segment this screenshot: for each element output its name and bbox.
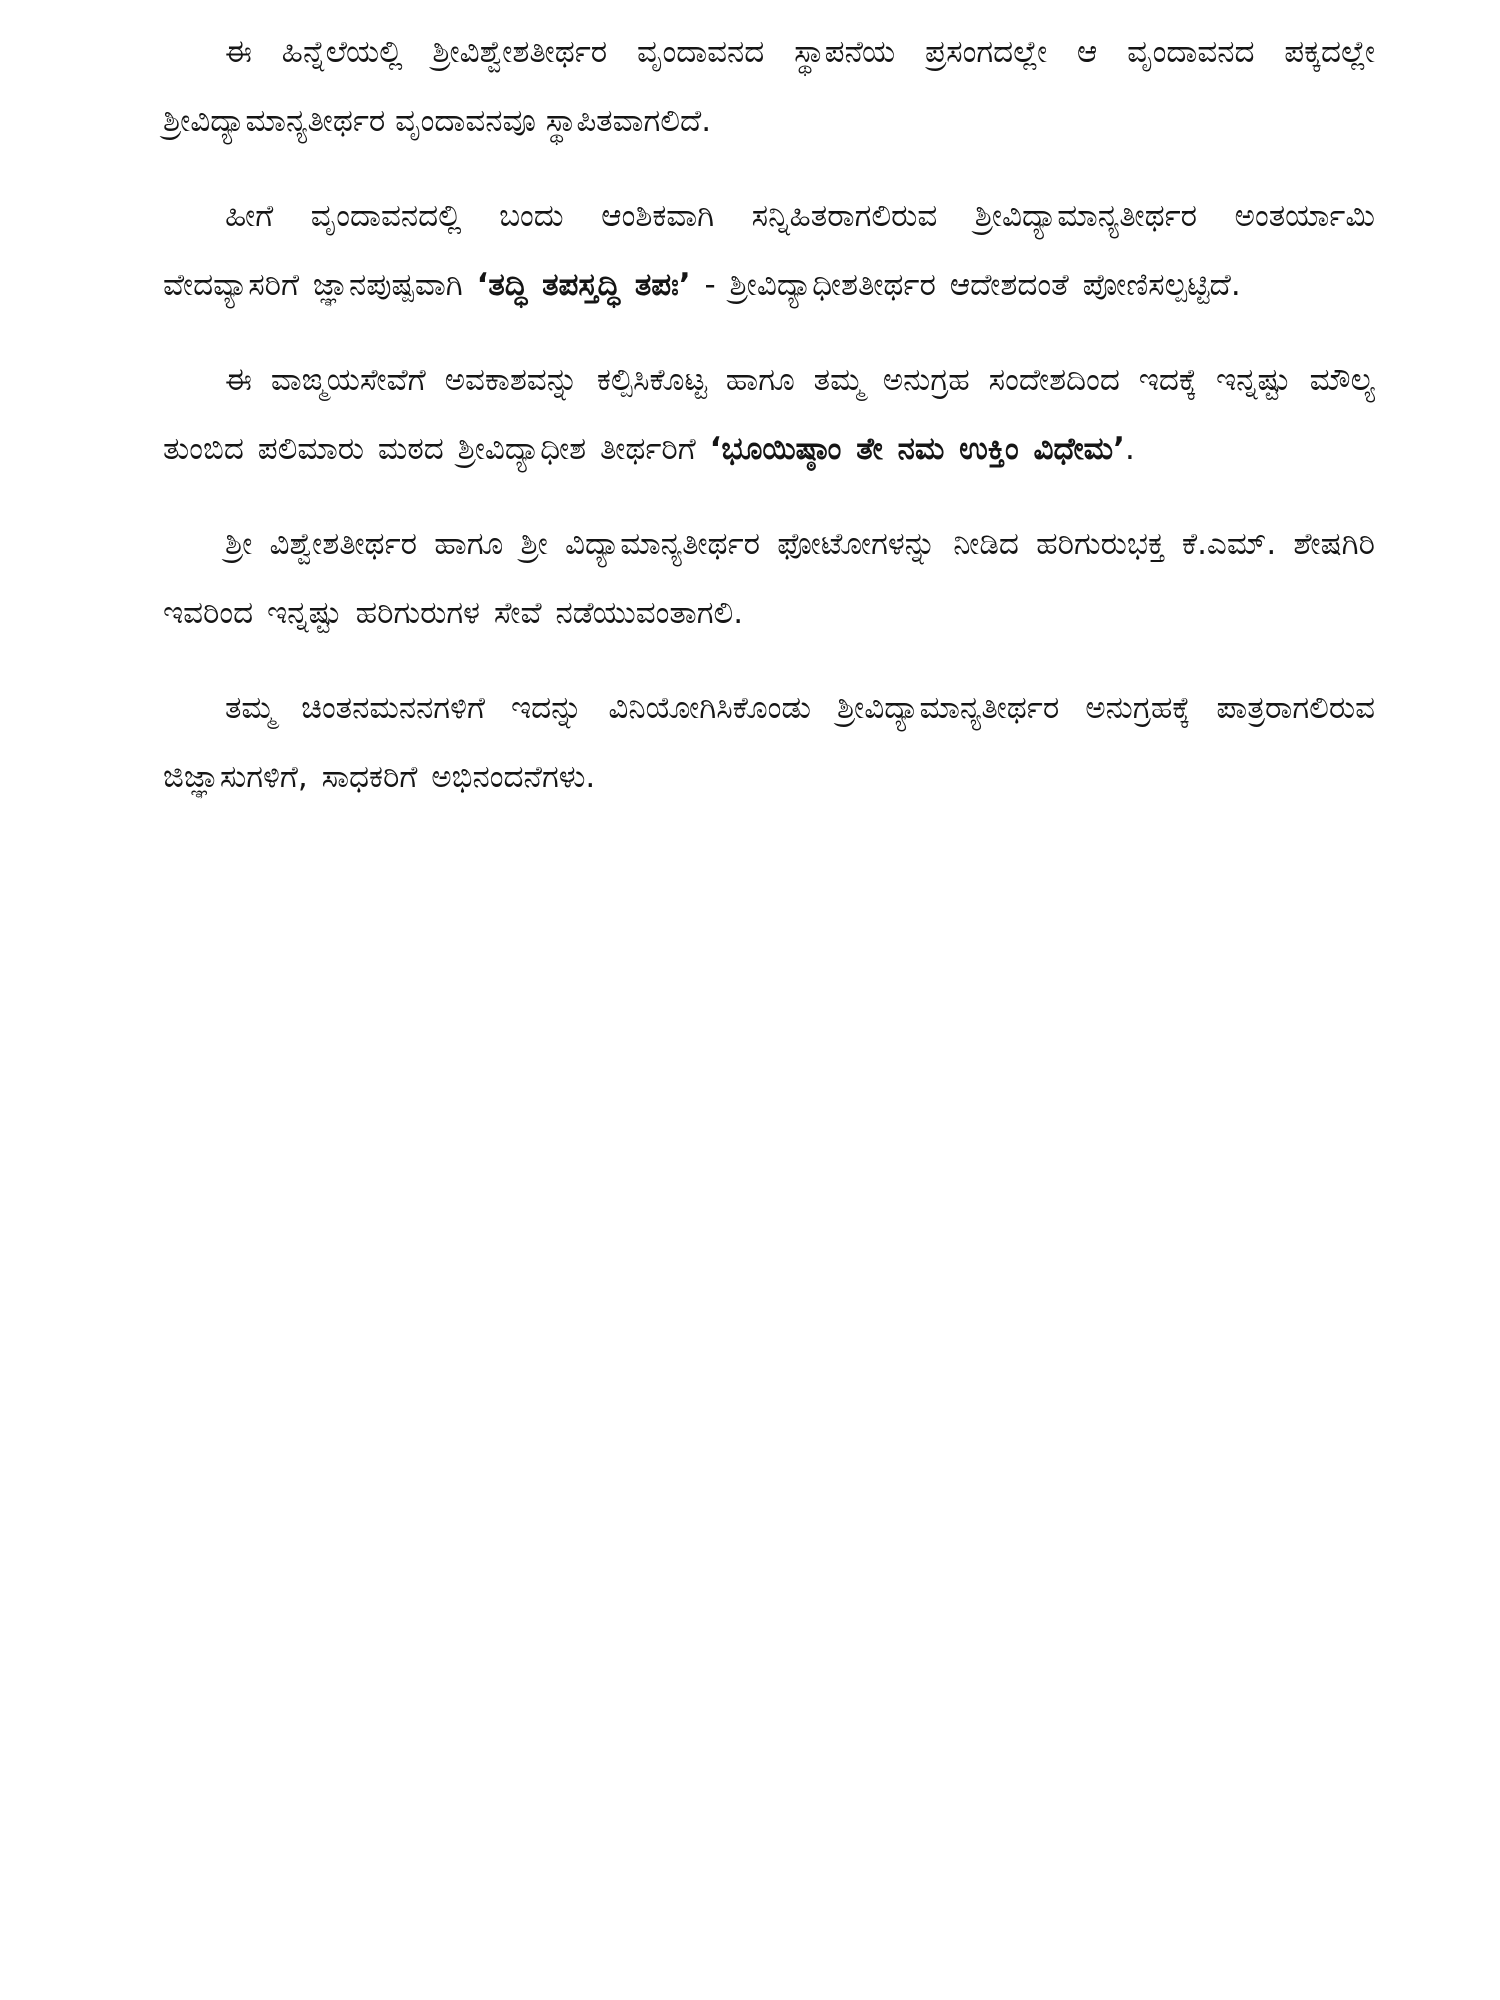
paragraph-2-text-after: - ಶ್ರೀವಿದ್ಯಾಧೀಶತೀರ್ಥರ ಆದೇಶದಂತೆ ಪೋಣಿಸಲ್ಪಟ್ಟಿದೆ. [690, 267, 1241, 303]
paragraph-3 [163, 346, 1375, 484]
paragraph-3-bold-quote: ‘ಭೂಯಿಷ್ಠಾಂ ತೇ ನಮ ಉಕ್ತಿಂ ವಿಧೇಮ’ [709, 431, 1125, 467]
paragraph-4-text: ಶ್ರೀ ವಿಶ್ವೇಶತೀರ್ಥರ ಹಾಗೂ ಶ್ರೀ ವಿದ್ಯಾಮಾನ್ಯತೀರ್ಥರ ಫೋಟೋಗಳನ್ನು ನೀಡಿದ ಹರಿಗುರುಭಕ್ತ ಕೆ.ಎಮ್. ಶೇಷಗಿರಿ ಇವರಿಂದ ಇನ್ನಷ್ಟು ಹರಿಗುರುಗಳ ಸೇವೆ ನಡೆಯುವಂತಾಗಲಿ. [163, 526, 1375, 631]
document-body [163, 18, 1375, 838]
paragraph-5 [163, 674, 1375, 812]
paragraph-2-bold-quote: ‘ತದ್ಧಿ ತಪಸ್ತದ್ಧಿ ತಪಃ’ [476, 267, 691, 303]
paragraph-5-text: ತಮ್ಮ ಚಿಂತನಮನನಗಳಿಗೆ ಇದನ್ನು ವಿನಿಯೋಗಿಸಿಕೊಂಡು ಶ್ರೀವಿದ್ಯಾಮಾನ್ಯತೀರ್ಥರ ಅನುಗ್ರಹಕ್ಕೆ ಪಾತ್ರರಾಗಲಿರುವ ಜಿಜ್ಞಾಸುಗಳಿಗೆ, ಸಾಧಕರಿಗೆ ಅಭಿನಂದನೆಗಳು. [163, 690, 1375, 795]
paragraph-1-text: ಈ ಹಿನ್ನೆಲೆಯಲ್ಲಿ ಶ್ರೀವಿಶ್ವೇಶತೀರ್ಥರ ವೃಂದಾವನದ ಸ್ಥಾಪನೆಯ ಪ್ರಸಂಗದಲ್ಲೇ ಆ ವೃಂದಾವನದ ಪಕ್ಕದಲ್ಲೇ ಶ್ರೀವಿದ್ಯಾಮಾನ್ಯತೀರ್ಥರ ವೃಂದಾವನವೂ ಸ್ಥಾಪಿತವಾಗಲಿದೆ. [163, 34, 1375, 139]
paragraph-4 [163, 510, 1375, 648]
paragraph-1 [163, 18, 1375, 156]
paragraph-2-text-before: ಹೀಗೆ ವೃಂದಾವನದಲ್ಲಿ ಬಂದು ಆಂಶಿಕವಾಗಿ ಸನ್ನಿಹಿತರಾಗಲಿರುವ ಶ್ರೀವಿದ್ಯಾಮಾನ್ಯತೀರ್ಥರ ಅಂತರ್ಯಾಮಿ ವೇದವ್ಯಾಸರಿಗೆ ಜ್ಞಾನಪುಷ್ಪವಾಗಿ [163, 198, 1375, 303]
paragraph-3-text-after: . [1124, 431, 1135, 467]
paragraph-2 [163, 182, 1375, 320]
paragraph-3-text-before: ಈ ವಾಙ್ಮಯಸೇವೆಗೆ ಅವಕಾಶವನ್ನು ಕಲ್ಪಿಸಿಕೊಟ್ಟ ಹಾಗೂ ತಮ್ಮ ಅನುಗ್ರಹ ಸಂದೇಶದಿಂದ ಇದಕ್ಕೆ ಇನ್ನಷ್ಟು ಮೌಲ್ಯ ತುಂಬಿದ ಪಲಿಮಾರು ಮಠದ ಶ್ರೀವಿದ್ಯಾಧೀಶ ತೀರ್ಥರಿಗೆ [163, 362, 1375, 467]
